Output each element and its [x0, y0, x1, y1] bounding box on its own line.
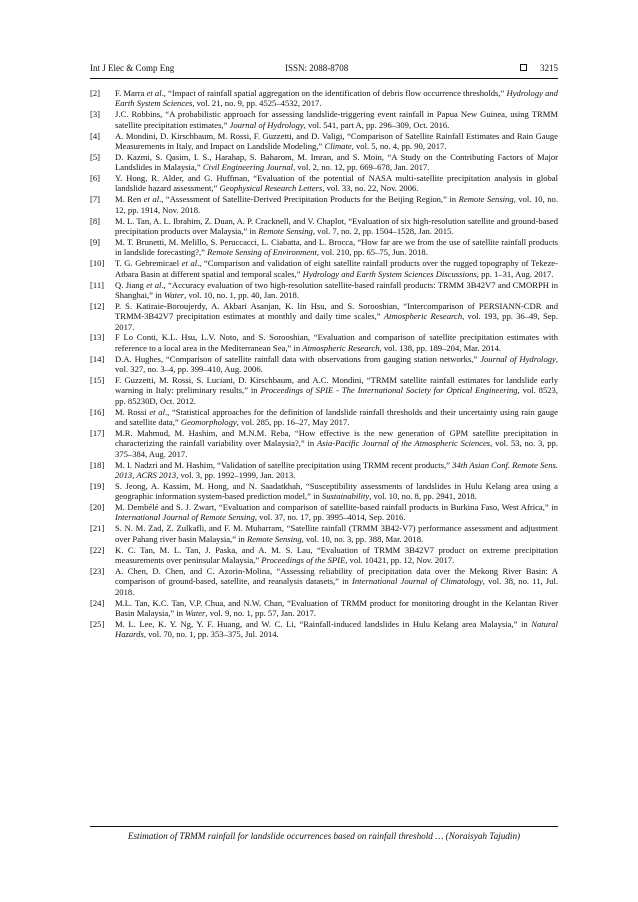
reference-segment: , vol. 70, no. 1, pp. 353–375, Jul. 2014. [143, 629, 279, 640]
reference-number: [4] [90, 130, 101, 141]
reference-text [115, 216, 558, 237]
reference-item [90, 375, 558, 406]
reference-venue: Geophysical Research Letters [219, 183, 323, 194]
reference-number: [14] [90, 353, 105, 364]
reference-item [90, 301, 558, 332]
reference-number: [12] [90, 300, 105, 311]
reference-etal: et al [146, 279, 162, 290]
reference-etal: et al [181, 258, 198, 269]
reference-text [115, 258, 558, 279]
reference-item [90, 481, 558, 502]
reference-segment: , vol. 285, pp. 16–27, May 2017. [236, 416, 350, 427]
reference-venue: International Journal of Remote Sensing [115, 512, 255, 523]
issn-label: ISSN: 2088-8708 [285, 63, 349, 73]
reference-text [115, 566, 558, 597]
journal-abbreviation: Int J Elec & Comp Eng [90, 63, 175, 73]
reference-segment: A. Chen, D. Chen, and C. Azorin-Molina, “Assessing reliability of precipitation data over the Mekong River Basin: A comparison of ground-based, satellite, and reanalysis datasets,” in [115, 565, 558, 587]
reference-segment: M. T. Brunetti, M. Melillo, S. Peruccacci, L. Ciabatta, and L. Brocca, “How far are we from the use of satellite rainfall products in landslide forecasting?,” [115, 236, 558, 258]
reference-number: [9] [90, 236, 101, 247]
reference-venue: Proceedings of the SPIE [261, 555, 346, 565]
reference-number: [24] [90, 597, 105, 608]
reference-text [115, 152, 558, 173]
reference-venue: Journal of Hydrology [229, 119, 304, 130]
reference-item [90, 280, 558, 301]
reference-venue: Natural Hazards [115, 618, 558, 640]
reference-segment: ., “Comparison and validation of eight satellite rainfall products over the rugged topography of Tekeze-Atbara Basin at different spatial and temporal scales,” [115, 258, 558, 279]
reference-venue: Atmospheric Research [383, 311, 463, 322]
reference-segment: P. S. Katiraie-Boroujerdy, A. Akbari Asanjan, K. lin Hsu, and S. Sorooshian, “Intercomparison of PERSIANN-CDR and TRMM-3B42V7 precipitation estimates at monthly and daily time scales,” [115, 300, 558, 322]
reference-number: [6] [90, 173, 101, 184]
reference-segment: , vol. 21, no. 9, pp. 4525–4532, 2017. [192, 98, 322, 109]
reference-segment: , vol. 7, no. 2, pp. 1504–1528, Jan. 2015. [312, 226, 454, 237]
reference-number: [21] [90, 523, 105, 534]
reference-segment: S. Jeong, A. Kassim, M. Hong, and N. Saadatkhah, “Susceptibility assessments of landslides in Hulu Kelang area using a geographic information system-based prediction model,” in [115, 480, 558, 502]
reference-segment: , vol. 10, no. 12, pp. 1914, Nov. 2018. [115, 194, 558, 215]
reference-segment: , vol. 10, no. 3, pp. 388, Mar. 2018. [301, 533, 424, 544]
reference-segment: , vol. 8523, pp. 85230D, Oct. 2012. [115, 385, 558, 406]
reference-etal: et al [146, 88, 162, 98]
reference-item [90, 332, 558, 353]
reference-segment: D.A. Hughes, “Comparison of satellite rainfall data with observations from gauging station networks,” [115, 353, 481, 364]
page-footer: Estimation of TRMM rainfall for landslide occurrences based on rainfall threshold … (Noraisyah Tajudin) [127, 831, 521, 841]
reference-segment: , vol. 327, no. 3–4, pp. 399–410, Aug. 2006. [115, 353, 559, 375]
reference-segment: ., “Impact of rainfall spatial aggregation on the identification of debris flow occurrence thresholds,” [161, 88, 507, 98]
reference-item [90, 237, 558, 258]
reference-item [90, 109, 558, 130]
reference-text [115, 301, 558, 332]
reference-item [90, 88, 558, 109]
reference-segment: M. L. Tan, A. L. Ibrahim, Z. Duan, A. P. Cracknell, and V. Chaplot, “Evaluation of six high-resolution satellite and ground-based precipitation products over Malaysia,” in [115, 215, 558, 237]
reference-venue: Civil Engineering Journal [202, 162, 294, 173]
reference-text [115, 375, 558, 406]
reference-segment: , vol. 193, pp. 36–49, Sep. 2017. [115, 311, 558, 332]
reference-venue: Asia-Pacific Journal of the Atmospheric Sciences [316, 438, 491, 449]
reference-number: [20] [90, 502, 105, 513]
reference-venue: Remote Sensing of Environment [207, 247, 317, 258]
reference-venue: Hydrology and Earth System Sciences [115, 88, 558, 109]
reference-segment: J.C. Robbins, “A probabilistic approach for assessing landslide-triggering event rainfall in Papua New Guinea, using TRMM satellite precipitation estimates,” [115, 109, 558, 130]
reference-number: [25] [90, 618, 105, 629]
reference-segment: , vol. 53, no. 3, pp. 375–384, Aug. 2017. [115, 438, 558, 459]
reference-number: [7] [90, 194, 101, 205]
reference-venue: Remote Sensing [458, 194, 514, 205]
reference-item [90, 152, 558, 173]
reference-text [115, 332, 558, 353]
reference-item [90, 619, 558, 640]
reference-number: [3] [90, 109, 101, 120]
reference-segment: , vol. 10421, pp. 12, Nov. 2017. [345, 555, 455, 565]
reference-venue: International Journal of Climatology [352, 576, 483, 587]
reference-item [90, 216, 558, 237]
reference-segment: Q. Jiang [115, 279, 147, 290]
reference-venue: Geomorphology [180, 416, 237, 427]
reference-item [90, 566, 558, 597]
reference-segment: Y. Hong, R. Alder, and G. Huffman, “Evaluation of the potential of NASA multi-satellite precipitation analysis in global landslide hazard assessment,” [115, 173, 558, 194]
reference-segment: , vol. 5, no. 4, pp. 90, 2017. [351, 140, 447, 151]
reference-segment: K. C. Tan, M. L. Tan, J. Paska, and A. M. S. Lau, “Evaluation of TRMM 3B42V7 product on extreme precipitation measurements over peninsular Malaysia,” [115, 544, 558, 565]
reference-etal: et al [149, 406, 165, 417]
reference-text [115, 237, 558, 258]
reference-segment: D. Kazmi, S. Qasim, I. S., Harahap, S. Baharom, M. Imran, and S. Moin, “A Study on the Contributing Factors of Major Landslides in Malaysia,” [115, 151, 558, 173]
reference-item [90, 407, 558, 428]
reference-number: [2] [90, 88, 101, 98]
reference-item [90, 258, 558, 279]
reference-number: [19] [90, 480, 105, 491]
reference-number: [16] [90, 406, 105, 417]
reference-text [115, 481, 558, 502]
reference-number: [8] [90, 215, 101, 226]
page-header [90, 63, 558, 77]
reference-text [115, 460, 558, 481]
reference-segment: , vol. 138, pp. 189–204, Mar. 2014. [379, 342, 502, 353]
reference-etal: et al [143, 194, 160, 205]
reference-item [90, 173, 558, 194]
reference-text [115, 523, 558, 544]
reference-text [115, 354, 558, 375]
reference-text [115, 598, 558, 619]
reference-segment: , vol. 37, no. 17, pp. 3995–4014, Sep. 2016. [254, 512, 406, 523]
reference-text [115, 109, 558, 130]
reference-item [90, 598, 558, 619]
reference-number: [11] [90, 279, 104, 290]
reference-venue: 34th Asian Conf. Remote Sens. 2013, ACRS 2013 [115, 459, 559, 480]
reference-segment: F. Guzzetti, M. Rossi, S. Luciani, D. Kirschbaum, and A.C. Mondini, “TRMM satellite rainfall estimates for landslide early warning in Italy: preliminary results,” in [115, 375, 558, 396]
reference-text [115, 131, 558, 152]
header-divider [90, 78, 558, 79]
reference-segment: ., “Statistical approaches for the definition of landslide rainfall thresholds and their uncertainty using rain gauge and satellite data,” [115, 406, 558, 427]
reference-segment: , vol. 210, pp. 65–75, Jun. 2018. [316, 247, 428, 258]
reference-venue: Proceedings of SPIE - The International Society for Optical Engineering [260, 385, 518, 396]
reference-segment: , vol. 10, no. 8, pp. 2941, 2018. [369, 491, 477, 502]
page-number: 3215 [540, 63, 558, 73]
reference-item [90, 502, 558, 523]
reference-venue: Remote Sensing [246, 533, 302, 544]
reference-segment: M. I. Nadzri and M. Hashim, “Validation of satellite precipitation using TRMM recent products,” [115, 459, 453, 470]
reference-number: [23] [90, 565, 105, 576]
checkbox-square-icon [520, 64, 527, 71]
reference-list [90, 88, 558, 640]
reference-number: [22] [90, 544, 105, 555]
reference-segment: , vol. 541, part A, pp. 296–309, Oct. 2016. [303, 119, 450, 130]
reference-segment: F Lo Conti, K.L. Hsu, L.V. Noto, and S. Sorooshian, “Evaluation and comparison of satellite precipitation estimates with reference to a local area in the Mediterranean Sea,” in [115, 332, 558, 353]
reference-text [115, 280, 558, 301]
reference-segment: , pp. 1–31, Aug. 2017. [476, 268, 554, 279]
reference-number: [13] [90, 332, 105, 343]
reference-segment: F. Marra [115, 88, 147, 98]
reference-segment: M.R. Mahmud, M. Hashim, and M.N.M. Reba, “How effective is the new generation of GPM satellite precipitation in characterizing the rainfall variability over Malaysia?,” in [115, 427, 558, 449]
reference-text [115, 88, 558, 109]
reference-text [115, 502, 558, 523]
reference-venue: Climate [324, 140, 352, 151]
reference-number: [5] [90, 151, 101, 162]
reference-text [115, 619, 558, 640]
reference-segment: T. G. Gebremicael [115, 258, 182, 269]
reference-segment: , vol. 10, no. 1, pp. 40, Jan. 2018. [184, 289, 299, 300]
reference-segment: M. Ren [115, 194, 144, 205]
reference-number: [15] [90, 375, 105, 385]
reference-segment: M.L. Tan, K.C. Tan, V.P. Chua, and N.W. Chan, “Evaluation of TRMM product for monitoring drought in the Kelantan River Basin Malaysia,” in [115, 597, 558, 618]
reference-item [90, 545, 558, 566]
reference-text [115, 545, 558, 566]
reference-item [90, 460, 558, 481]
reference-item [90, 131, 558, 152]
reference-item [90, 354, 558, 375]
reference-venue: Remote Sensing [258, 226, 313, 237]
reference-venue: Atmospheric Research [302, 342, 380, 353]
reference-segment: M. Dembélé and S. J. Zwart, “Evaluation and comparison of satellite-based rainfall products in Burkina Faso, West Africa,” in [115, 502, 558, 513]
reference-number: [17] [90, 427, 105, 438]
reference-segment: M. Rossi [115, 406, 150, 417]
reference-segment: , vol. 3, pp. 1992–1999, Jan. 2013. [176, 469, 296, 480]
reference-number: [18] [90, 459, 105, 470]
reference-item [90, 428, 558, 459]
reference-segment: A. Mondini, D. Kirschbaum, M. Rossi, F. Guzzetti, and D. Valigi, “Comparison of Satellite Rainfall Estimates and Rain Gauge Measurements in Italy, and Impact on Landslide Modeling,” [115, 130, 558, 151]
reference-segment: ., “Accuracy evaluation of two high-resolution satellite-based rainfall products: TRMM 3B42V7 and CMORPH in Shanghai,” in [115, 279, 558, 300]
reference-venue: Journal of Hydrology [480, 353, 556, 364]
reference-text [115, 194, 558, 215]
reference-venue: Hydrology and Earth System Sciences Discussions [302, 268, 477, 279]
footer-divider [90, 826, 558, 827]
reference-segment: , vol. 2, no. 12, pp. 669–678, Jan. 2017. [293, 162, 430, 173]
reference-segment: S. N. M. Zad, Z. Zulkafli, and F. M. Muharram, “Satellite rainfall (TRMM 3B42-V7) performance assessment and adjustment over Pahang river basin Malaysia,” in [115, 523, 558, 544]
reference-text [115, 173, 558, 194]
reference-segment: , vol. 33, no. 22, Nov. 2006. [322, 183, 419, 194]
reference-venue: Water [185, 607, 206, 618]
reference-item [90, 194, 558, 215]
reference-item [90, 523, 558, 544]
reference-venue: Sustainability [321, 491, 370, 502]
reference-segment: M. L. Lee, K. Y. Ng, Y. F. Huang, and W. C. Li, “Rainfall-induced landslides in Hulu Kelang area Malaysia,” in [115, 618, 532, 629]
reference-segment: , vol. 38, no. 11, Jul. 2018. [115, 576, 558, 597]
reference-text [115, 428, 558, 459]
reference-text [115, 407, 558, 428]
reference-segment: ., “Assessment of Satellite-Derived Precipitation Products for the Beijing Region,” in [159, 194, 459, 205]
reference-venue: Water [163, 289, 185, 300]
reference-segment: , vol. 9, no. 1, pp. 57, Jan. 2017. [205, 607, 316, 618]
reference-number: [10] [90, 258, 105, 269]
